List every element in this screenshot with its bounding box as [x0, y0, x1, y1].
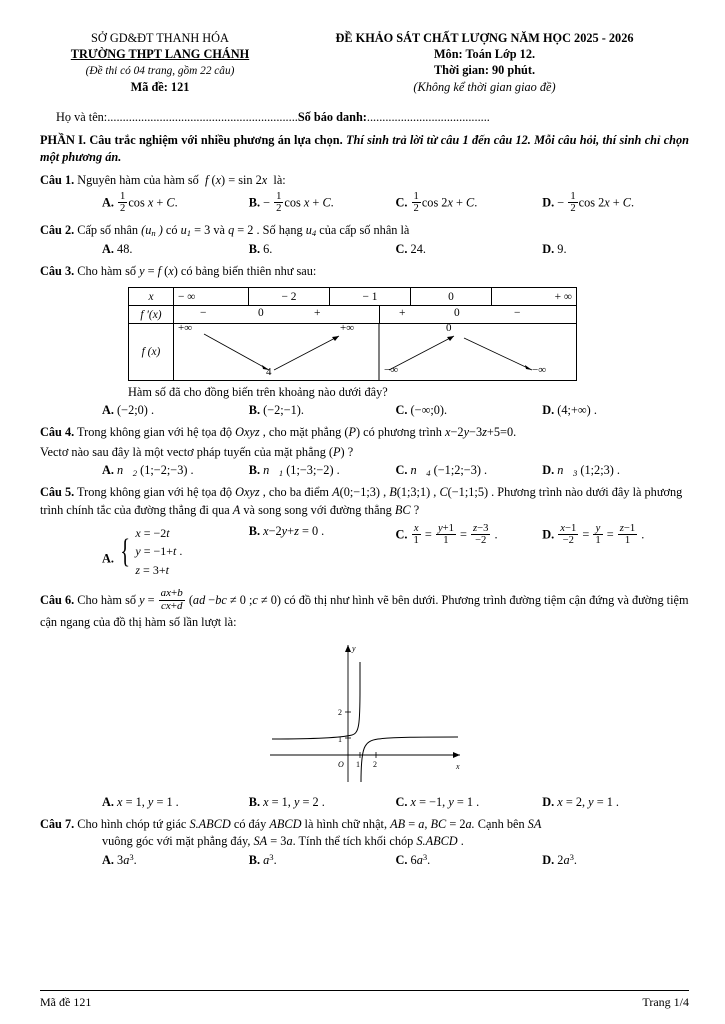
question-7	[40, 816, 689, 834]
row-label-fx: f (x)	[129, 324, 174, 381]
question-1	[40, 172, 689, 190]
fx-val-0: +∞	[178, 322, 193, 335]
option-d[interactable]: D. (4;+∞) .	[542, 403, 597, 418]
fprime-signs: − 0 + + 0 −	[174, 306, 577, 324]
question-4-text: Trong không gian với hệ tọa độ Oxyz , cho mặt phẳng (P) có phương trình x−2y−3z+5=0.	[77, 425, 517, 440]
question-6	[40, 589, 689, 631]
x-cell-2: − 1	[330, 288, 411, 306]
graph-svg	[260, 637, 470, 787]
header-row-4	[40, 79, 689, 95]
question-3-label: Câu 3.	[40, 264, 75, 279]
question-4-options	[40, 463, 689, 478]
option-a[interactable]: A. $3a^3$.	[102, 852, 137, 868]
variation-table-wrap	[40, 287, 689, 381]
fx-curve-cell	[174, 324, 577, 381]
table-row-fprime	[129, 306, 577, 324]
footer-page: Trang 1/4	[642, 995, 689, 1009]
option-d[interactable]: D. − $\frac{1}{2}$ cos 2x + C.	[542, 191, 635, 215]
header-row-3	[40, 62, 689, 79]
variation-table	[128, 287, 577, 381]
exam-time: Thời gian: 90 phút.	[433, 63, 536, 78]
question-4-text-2: Vectơ nào sau đây là một vectơ pháp tuyến của mặt phẳng (P) ?	[40, 445, 354, 460]
part-1-heading	[40, 132, 689, 166]
question-6-label: Câu 6.	[40, 593, 75, 608]
question-7-options	[40, 852, 689, 868]
fx-val-2: 0	[446, 322, 452, 335]
exam-note: (Đề thi có 04 trang, gồm 22 câu)	[85, 65, 235, 78]
name-label: Họ và tên:	[56, 109, 108, 124]
fx-val-4: −∞	[532, 364, 547, 377]
school-dept: SỞ GD&ĐT THANH HÓA	[91, 31, 229, 45]
part-1-title: PHẦN I. Câu trắc nghiệm với nhiều phương án lựa chọn.	[40, 132, 343, 147]
option-b[interactable]: B. x = 1, y = 2 .	[248, 795, 325, 810]
svg-text:1: 1	[355, 760, 360, 770]
variation-arrows	[174, 324, 564, 380]
svg-text:y: y	[351, 644, 356, 654]
option-a[interactable]: A. 48.	[102, 242, 133, 257]
x-cell-4: + ∞	[492, 288, 577, 306]
question-7-text: Cho hình chóp tứ giác S.ABCD có đáy ABCD là hình chữ nhật, AB = a, BC = 2a. Cạnh bên SA	[77, 817, 542, 832]
question-1-label: Câu 1.	[40, 172, 75, 187]
question-6-text: Cho hàm số y = $\frac{ax+b}{cx+d}$ (ad −bc ≠ 0 ;c ≠ 0) có đồ thị như hình vẽ bên dưới. Phương trình đường tiệm cận đứng và đường tiệm cận ngang của đồ thị hàm số lần lượt là:	[40, 587, 689, 629]
fx-val-5: 4	[266, 366, 272, 379]
option-b[interactable]: B. x−2y+z = 0 .	[248, 523, 325, 538]
svg-text:O: O	[337, 760, 344, 770]
svg-text:2: 2	[372, 760, 377, 770]
question-2	[40, 222, 689, 240]
school-name: TRƯỜNG THPT LANG CHÁNH	[70, 47, 250, 62]
table-row-fx	[129, 324, 577, 381]
question-3	[40, 263, 689, 281]
option-b[interactable]: B. (−2;−1).	[248, 403, 304, 418]
option-a[interactable]: A. (−2;0) .	[102, 403, 155, 418]
option-c[interactable]: C. $\frac{1}{2}$ cos 2x + C.	[395, 191, 478, 215]
option-b[interactable]: B. $a^3$.	[248, 852, 277, 868]
option-b[interactable]: B. $n⃗_1$ (1;−3;−2) .	[248, 463, 340, 479]
fx-val-1: +∞	[340, 322, 355, 335]
svg-text:x: x	[455, 762, 460, 772]
question-4	[40, 424, 689, 442]
svg-text:2: 2	[337, 708, 342, 718]
row-label-x: x	[129, 288, 174, 306]
question-3-options	[40, 403, 689, 418]
header-row-1	[40, 30, 689, 46]
footer-code: Mã đề 121	[40, 995, 92, 1009]
option-a[interactable]: A. { x = −2t y = −1+t . z = 3+t	[102, 525, 183, 577]
sbd-dots[interactable]: ........................................	[366, 109, 490, 124]
option-b[interactable]: B. − $\frac{1}{2}$ cos x + C.	[248, 191, 334, 215]
option-a[interactable]: A. $n⃗_2$ (1;−2;−3) .	[102, 463, 194, 479]
option-c[interactable]: C. $\frac{x}{1}$ = $\frac{y+1}{1}$ = $\frac{z-3}{-2}$ .	[395, 522, 498, 546]
question-4-label: Câu 4.	[40, 425, 75, 440]
question-3-subtext: Hàm số đã cho đồng biến trên khoảng nào dưới đây?	[128, 385, 388, 400]
question-2-label: Câu 2.	[40, 222, 75, 237]
question-1-options	[40, 192, 689, 215]
question-7-label: Câu 7.	[40, 817, 75, 832]
question-7-text-2: vuông góc với mặt phẳng đáy, SA = 3a. Tính thể tích khối chóp S.ABCD .	[102, 834, 464, 849]
header-row-2	[40, 46, 689, 62]
row-label-fprime: f ′(x)	[129, 306, 174, 324]
page-footer	[40, 990, 689, 1010]
option-c[interactable]: C. x = −1, y = 1 .	[395, 795, 480, 810]
question-5-text: Trong không gian với hệ tọa độ Oxyz , cho ba điểm A(0;−1;3) , B(1;3;1) , C(−1;1;5) . Phương trình nào dưới đây là phương trình chính tắc của đường thẳng đi qua A và song song với đường thẳng BC ?	[40, 485, 683, 517]
option-c[interactable]: C. $6a^3$.	[395, 852, 431, 868]
option-d[interactable]: D. $2a^3$.	[542, 852, 577, 868]
option-d[interactable]: D. 9.	[542, 242, 567, 257]
question-2-text: Cấp số nhân ($u_n$ ) có $u_1 = 3$ và q = 2 . Số hạng $u_4$ của cấp số nhân là	[77, 222, 410, 238]
question-1-text: Nguyên hàm của hàm số f (x) = sin 2x là:	[77, 172, 286, 187]
exam-code: Mã đề: 121	[130, 80, 190, 95]
table-row-x	[129, 288, 577, 306]
question-5	[40, 484, 689, 520]
part-1-note: Thí sinh trả lời từ câu 1 đến câu 12. Mỗi câu hỏi, thí sinh chỉ chọn một phương án.	[40, 132, 689, 164]
fx-val-3: −∞	[384, 364, 399, 377]
option-d[interactable]: D. $n⃗_3$ (1;2;3) .	[542, 463, 621, 479]
option-d[interactable]: D. x = 2, y = 1 .	[542, 795, 620, 810]
option-d[interactable]: D. $\frac{x-1}{-2}$ = $\frac{y}{1}$ = $\frac{z-1}{1}$ .	[542, 522, 645, 546]
exam-time-note: (Không kể thời gian giao đề)	[413, 80, 556, 95]
option-c[interactable]: C. (−∞;0).	[395, 403, 448, 418]
question-6-options	[40, 795, 689, 810]
rational-function-graph	[260, 637, 470, 787]
svg-text:1: 1	[337, 735, 342, 745]
question-2-options	[40, 242, 689, 257]
name-dots[interactable]: ..............................................................	[107, 109, 298, 124]
x-cell-0: − ∞	[174, 288, 249, 306]
exam-title: ĐỀ KHẢO SÁT CHẤT LƯỢNG NĂM HỌC 2025 - 2026	[335, 31, 634, 45]
option-a[interactable]: A. x = 1, y = 1 .	[102, 795, 179, 810]
subject: Môn: Toán Lớp 12.	[433, 47, 536, 62]
x-cell-3: 0	[411, 288, 492, 306]
name-row	[40, 110, 689, 125]
question-5-options	[40, 524, 689, 580]
option-c[interactable]: C. 24.	[395, 242, 426, 257]
question-3-text: Cho hàm số y = f (x) có bảng biến thiên như sau:	[77, 264, 317, 279]
option-b[interactable]: B. 6.	[248, 242, 273, 257]
option-a[interactable]: A. $\frac{1}{2}$ cos x + C.	[102, 191, 178, 215]
sbd-label: Số báo danh:	[297, 109, 367, 124]
x-cell-1: − 2	[249, 288, 330, 306]
question-5-label: Câu 5.	[40, 485, 75, 500]
option-c[interactable]: C. $n⃗_4$ (−1;2;−3) .	[395, 463, 488, 479]
